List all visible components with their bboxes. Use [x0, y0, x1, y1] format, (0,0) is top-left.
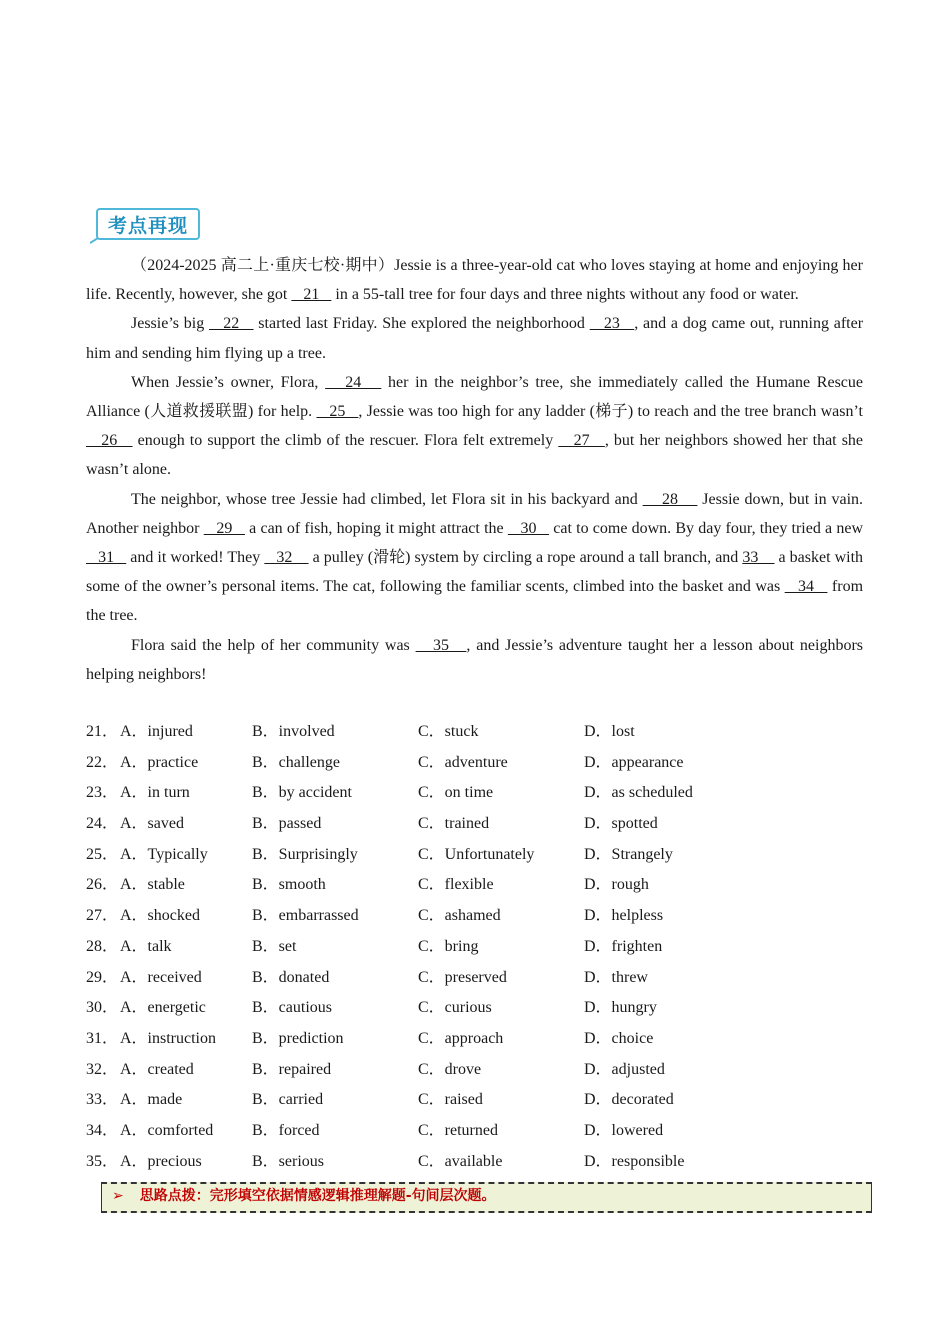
question-row — [86, 1055, 876, 1086]
question-number: 25． — [86, 845, 119, 863]
option-c: C．stuck — [418, 723, 479, 740]
blank-34: 34 — [784, 578, 828, 596]
paragraph-text: and it worked! They — [126, 549, 265, 567]
option-c: C．flexible — [418, 876, 494, 894]
option-b: B．challenge — [252, 753, 340, 771]
question-row — [86, 1116, 876, 1147]
option-a: A．in turn — [120, 784, 190, 802]
blank-29: 29 — [203, 519, 245, 537]
question-number: 34． — [86, 1121, 119, 1139]
section-badge — [90, 206, 212, 244]
question-row — [86, 932, 876, 963]
option-d: D．lost — [584, 723, 635, 740]
arrow-icon: ➢ — [112, 1188, 124, 1204]
option-d: D．choice — [584, 1029, 654, 1047]
option-c: C．adventure — [418, 753, 508, 771]
blank-23: 23 — [589, 315, 635, 333]
option-b: B．embarrassed — [252, 907, 359, 925]
option-b: B．serious — [252, 1152, 325, 1170]
blank-26: 26 — [86, 432, 133, 450]
question-number: 24． — [86, 815, 119, 833]
question-row — [86, 717, 876, 748]
option-d: D．rough — [584, 876, 649, 894]
blank-31: 31 — [86, 549, 127, 567]
option-d: D．hungry — [584, 999, 657, 1017]
question-row — [86, 778, 876, 809]
tip-box — [101, 1182, 872, 1213]
blank-27: 27 — [558, 432, 605, 450]
question-number: 32． — [86, 1060, 119, 1078]
blank-35: 35 — [415, 636, 467, 654]
option-c: C．returned — [418, 1121, 498, 1139]
paragraph-5 — [86, 631, 863, 689]
option-c: C．ashamed — [418, 907, 501, 925]
option-b: B．set — [252, 937, 297, 955]
source-citation: （2024-2025 高二上·重庆七校·期中） — [131, 257, 395, 274]
option-b: B．smooth — [252, 876, 326, 894]
option-d: D．frighten — [584, 937, 663, 955]
option-b: B．Surprisingly — [252, 845, 358, 863]
badge-label: 考点再现 — [96, 208, 200, 240]
question-number: 27． — [86, 907, 119, 925]
paragraph-text: , and Jessie’s adventure taught her a lesson about neighbors helping neighbors! — [86, 636, 864, 683]
option-c: C．Unfortunately — [418, 845, 535, 863]
paragraph-text: a can of fish, hoping it might attract the — [244, 519, 508, 537]
option-b: B．passed — [252, 815, 322, 833]
paragraph-text: When Jessie’s owner, Flora, — [131, 373, 326, 391]
option-b: B．forced — [252, 1121, 320, 1139]
blank-30: 30 — [507, 519, 550, 537]
option-d: D．helpless — [584, 907, 664, 925]
option-a: A．energetic — [120, 999, 206, 1017]
option-c: C．bring — [418, 937, 479, 955]
question-number: 28． — [86, 937, 119, 955]
option-d: D．lowered — [584, 1121, 664, 1139]
question-number: 23． — [86, 784, 119, 802]
option-d: D．spotted — [584, 815, 658, 833]
option-d: D．as scheduled — [584, 784, 693, 802]
option-d: D．appearance — [584, 753, 684, 771]
question-row — [86, 870, 876, 901]
option-a: A．instruction — [120, 1029, 216, 1047]
option-d: D．adjusted — [584, 1060, 665, 1078]
blank-25: 25 — [316, 403, 359, 421]
option-a: A．made — [120, 1091, 183, 1109]
question-row — [86, 1085, 876, 1116]
option-a: A．created — [120, 1060, 194, 1078]
question-row — [86, 901, 876, 932]
question-number: 30． — [86, 999, 119, 1017]
option-d: D．decorated — [584, 1091, 674, 1109]
paragraph-text: started last Friday. She explored the neighborhood — [253, 315, 590, 333]
option-c: C．drove — [418, 1060, 482, 1078]
option-c: C．on time — [418, 784, 494, 802]
blank-21: 21 — [291, 286, 332, 304]
question-number: 31． — [86, 1029, 119, 1047]
paragraph-text: a basket with some of the owner’s personal items. The cat, following the familiar scents, climbed into the basket and was — [86, 549, 864, 596]
question-row — [86, 748, 876, 779]
question-row — [86, 963, 876, 994]
paragraph-text: , Jessie was too high for any ladder (梯子) to reach and the tree branch wasn’t — [358, 403, 863, 421]
option-b: B．donated — [252, 968, 330, 986]
option-a: A．precious — [120, 1152, 202, 1170]
option-d: D．Strangely — [584, 845, 673, 863]
paragraph-text: enough to support the climb of the rescuer. Flora felt extremely — [132, 432, 559, 450]
cloze-passage — [86, 251, 863, 689]
blank-24: 24 — [325, 373, 382, 391]
option-d: D．threw — [584, 968, 648, 986]
option-b: B．involved — [252, 723, 335, 740]
option-a: A．stable — [120, 876, 185, 894]
answer-options — [86, 717, 876, 1177]
option-b: B．carried — [252, 1091, 324, 1109]
option-a: A．practice — [120, 753, 199, 771]
option-a: A．Typically — [120, 845, 208, 863]
paragraph-text: Flora said the help of her community was — [131, 636, 416, 654]
question-number: 21． — [86, 723, 119, 740]
paragraph-text: cat to come down. By day four, they tried a new — [549, 519, 864, 537]
paragraph-3 — [86, 368, 863, 485]
option-c: C．curious — [418, 999, 492, 1017]
option-a: A．shocked — [120, 907, 200, 925]
paragraph-text: , but her neighbors showed her that she wasn’t alone. — [86, 432, 864, 479]
option-c: C．available — [418, 1152, 503, 1170]
blank-32: 32 — [264, 549, 309, 567]
paragraph-2 — [86, 309, 863, 367]
question-row — [86, 809, 876, 840]
paragraph-text: her in the neighbor’s tree, she immediately called the Humane Rescue Alliance (人道救援联盟) for help. — [86, 373, 864, 421]
paragraph-text: Jessie’s big — [131, 315, 209, 333]
option-b: B．prediction — [252, 1029, 344, 1047]
question-number: 35． — [86, 1152, 119, 1170]
option-a: A．talk — [120, 937, 172, 955]
option-c: C．preserved — [418, 968, 507, 986]
option-c: C．trained — [418, 815, 490, 833]
option-b: B．cautious — [252, 999, 332, 1017]
paragraph-text: Jessie down, but in vain. Another neighbor — [86, 490, 864, 537]
paragraph-4 — [86, 485, 863, 631]
blank-28: 28 — [642, 490, 698, 508]
option-a: A．injured — [120, 723, 193, 740]
option-c: C．raised — [418, 1091, 483, 1109]
option-a: A．comforted — [120, 1121, 214, 1139]
question-row — [86, 993, 876, 1024]
paragraph-text: from the tree. — [86, 578, 864, 625]
question-number: 33． — [86, 1091, 119, 1109]
question-number: 22． — [86, 753, 119, 771]
question-row — [86, 840, 876, 871]
option-b: B．repaired — [252, 1060, 332, 1078]
question-row — [86, 1147, 876, 1178]
paragraph-1 — [86, 251, 863, 309]
paragraph-text: Jessie is a three-year-old cat who loves staying at home and enjoying her life. Recently, however, she got — [86, 257, 863, 304]
question-number: 29． — [86, 968, 119, 986]
option-b: B．by accident — [252, 784, 352, 802]
option-a: A．saved — [120, 815, 184, 833]
option-d: D．responsible — [584, 1152, 685, 1170]
option-c: C．approach — [418, 1029, 504, 1047]
question-row — [86, 1024, 876, 1055]
blank-22: 22 — [208, 315, 254, 333]
tip-text: 思路点拨：完形填空依据情感逻辑推理解题-句间层次题。 — [139, 1188, 496, 1204]
blank-33: 33 — [742, 549, 775, 567]
paragraph-text: a pulley (滑轮) system by circling a rope around a tall branch, and — [308, 549, 743, 567]
option-a: A．received — [120, 968, 202, 986]
paragraph-text: in a 55-tall tree for four days and three nights without any food or water. — [331, 286, 799, 304]
paragraph-text: The neighbor, whose tree Jessie had climbed, let Flora sit in his backyard and — [131, 490, 643, 508]
paragraph-text: , and a dog came out, running after him and sending him flying up a tree. — [86, 315, 864, 362]
question-number: 26． — [86, 876, 119, 894]
